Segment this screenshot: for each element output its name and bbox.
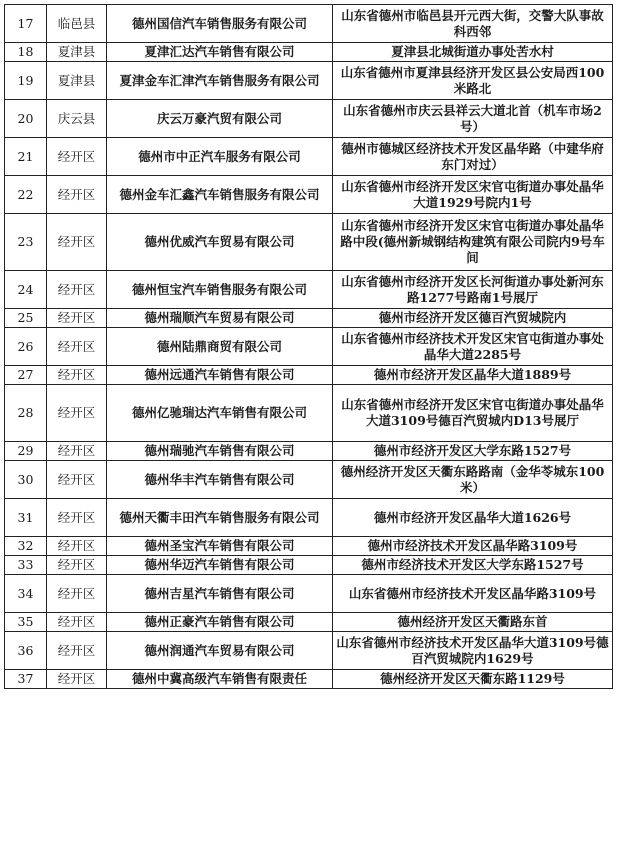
county-name: 经开区	[47, 138, 107, 176]
row-number: 23	[5, 214, 47, 271]
table-row	[5, 5, 613, 43]
dealer-address: 山东省德州市经济技术开发区宋官屯街道办事处晶华大道2285号	[333, 328, 613, 366]
table-row	[5, 43, 613, 62]
dealer-table	[4, 4, 613, 689]
dealer-list-document	[4, 4, 613, 689]
county-name: 经开区	[47, 442, 107, 461]
table-row	[5, 556, 613, 575]
row-number: 34	[5, 575, 47, 613]
county-name: 庆云县	[47, 100, 107, 138]
table-row	[5, 575, 613, 613]
row-number: 37	[5, 670, 47, 689]
table-row	[5, 62, 613, 100]
row-number: 26	[5, 328, 47, 366]
dealer-name: 德州优威汽车贸易有限公司	[107, 214, 333, 271]
dealer-address: 德州市德城区经济技术开发区晶华路（中建华府东门对过）	[333, 138, 613, 176]
row-number: 29	[5, 442, 47, 461]
table-row	[5, 100, 613, 138]
county-name: 经开区	[47, 499, 107, 537]
dealer-address: 德州经济开发区天衢东路1129号	[333, 670, 613, 689]
table-row	[5, 176, 613, 214]
row-number: 31	[5, 499, 47, 537]
row-number: 20	[5, 100, 47, 138]
county-name: 经开区	[47, 385, 107, 442]
dealer-address: 山东省德州市经济技术开发区晶华路3109号	[333, 575, 613, 613]
dealer-address: 德州市经济技术开发区晶华路3109号	[333, 537, 613, 556]
county-name: 夏津县	[47, 43, 107, 62]
row-number: 27	[5, 366, 47, 385]
dealer-address: 夏津县北城街道办事处苦水村	[333, 43, 613, 62]
county-name: 经开区	[47, 309, 107, 328]
table-row	[5, 461, 613, 499]
row-number: 32	[5, 537, 47, 556]
row-number: 24	[5, 271, 47, 309]
dealer-address: 山东省德州市夏津县经济开发区县公安局西100米路北	[333, 62, 613, 100]
row-number: 22	[5, 176, 47, 214]
dealer-table-body	[5, 5, 613, 689]
dealer-name: 德州恒宝汽车销售服务有限公司	[107, 271, 333, 309]
row-number: 18	[5, 43, 47, 62]
county-name: 经开区	[47, 214, 107, 271]
row-number: 30	[5, 461, 47, 499]
row-number: 17	[5, 5, 47, 43]
table-row	[5, 632, 613, 670]
dealer-name: 德州中冀高级汽车销售有限责任	[107, 670, 333, 689]
dealer-address: 山东省德州市经济开发区宋官屯街道办事处晶华大道3109号德百汽贸城内D13号展厅	[333, 385, 613, 442]
county-name: 经开区	[47, 366, 107, 385]
row-number: 21	[5, 138, 47, 176]
row-number: 25	[5, 309, 47, 328]
dealer-address: 德州经济开发区天衢东路路南（金华苓城东100米）	[333, 461, 613, 499]
table-row	[5, 214, 613, 271]
table-row	[5, 613, 613, 632]
dealer-address: 山东省德州市庆云县祥云大道北首（机车市场2号）	[333, 100, 613, 138]
table-row	[5, 271, 613, 309]
dealer-address: 山东省德州市经济开发区宋官屯街道办事处晶华大道1929号院内1号	[333, 176, 613, 214]
county-name: 临邑县	[47, 5, 107, 43]
dealer-name: 德州天衢丰田汽车销售服务有限公司	[107, 499, 333, 537]
dealer-name: 德州陆鼎商贸有限公司	[107, 328, 333, 366]
dealer-name: 德州正豪汽车销售有限公司	[107, 613, 333, 632]
county-name: 经开区	[47, 461, 107, 499]
dealer-address: 德州市经济开发区晶华大道1889号	[333, 366, 613, 385]
table-row	[5, 537, 613, 556]
dealer-name: 德州圣宝汽车销售有限公司	[107, 537, 333, 556]
county-name: 经开区	[47, 556, 107, 575]
county-name: 经开区	[47, 328, 107, 366]
dealer-address: 德州经济开发区天衢路东首	[333, 613, 613, 632]
dealer-address: 山东省德州市经济开发区长河街道办事处新河东路1277号路南1号展厅	[333, 271, 613, 309]
dealer-name: 德州华丰汽车销售有限公司	[107, 461, 333, 499]
dealer-name: 夏津金车汇津汽车销售服务有限公司	[107, 62, 333, 100]
county-name: 经开区	[47, 613, 107, 632]
dealer-name: 德州润通汽车贸易有限公司	[107, 632, 333, 670]
dealer-name: 德州金车汇鑫汽车销售服务有限公司	[107, 176, 333, 214]
dealer-address: 德州市经济技术开发区大学东路1527号	[333, 556, 613, 575]
county-name: 经开区	[47, 176, 107, 214]
dealer-address: 德州市经济开发区晶华大道1626号	[333, 499, 613, 537]
row-number: 36	[5, 632, 47, 670]
row-number: 28	[5, 385, 47, 442]
row-number: 35	[5, 613, 47, 632]
table-row	[5, 499, 613, 537]
dealer-address: 德州市经济开发区大学东路1527号	[333, 442, 613, 461]
dealer-name: 德州瑞顺汽车贸易有限公司	[107, 309, 333, 328]
dealer-name: 德州市中正汽车服务有限公司	[107, 138, 333, 176]
row-number: 33	[5, 556, 47, 575]
dealer-address: 山东省德州市经济技术开发区晶华大道3109号德百汽贸城院内1629号	[333, 632, 613, 670]
table-row	[5, 328, 613, 366]
county-name: 夏津县	[47, 62, 107, 100]
table-row	[5, 670, 613, 689]
dealer-address: 德州市经济开发区德百汽贸城院内	[333, 309, 613, 328]
dealer-address: 山东省德州市临邑县开元西大街，交警大队事故科西邻	[333, 5, 613, 43]
dealer-name: 德州亿驰瑞达汽车销售有限公司	[107, 385, 333, 442]
county-name: 经开区	[47, 670, 107, 689]
dealer-name: 夏津汇达汽车销售有限公司	[107, 43, 333, 62]
county-name: 经开区	[47, 271, 107, 309]
table-row	[5, 442, 613, 461]
dealer-name: 德州瑞驰汽车销售有限公司	[107, 442, 333, 461]
table-row	[5, 385, 613, 442]
county-name: 经开区	[47, 632, 107, 670]
dealer-name: 德州国信汽车销售服务有限公司	[107, 5, 333, 43]
dealer-name: 德州吉星汽车销售有限公司	[107, 575, 333, 613]
table-row	[5, 309, 613, 328]
row-number: 19	[5, 62, 47, 100]
dealer-name: 德州远通汽车销售有限公司	[107, 366, 333, 385]
table-row	[5, 366, 613, 385]
dealer-address: 山东省德州市经济开发区宋官屯街道办事处晶华路中段(德州新城钢结构建筑有限公司院内9号车间	[333, 214, 613, 271]
dealer-name: 庆云万豪汽贸有限公司	[107, 100, 333, 138]
table-row	[5, 138, 613, 176]
county-name: 经开区	[47, 537, 107, 556]
dealer-name: 德州华迈汽车销售有限公司	[107, 556, 333, 575]
county-name: 经开区	[47, 575, 107, 613]
